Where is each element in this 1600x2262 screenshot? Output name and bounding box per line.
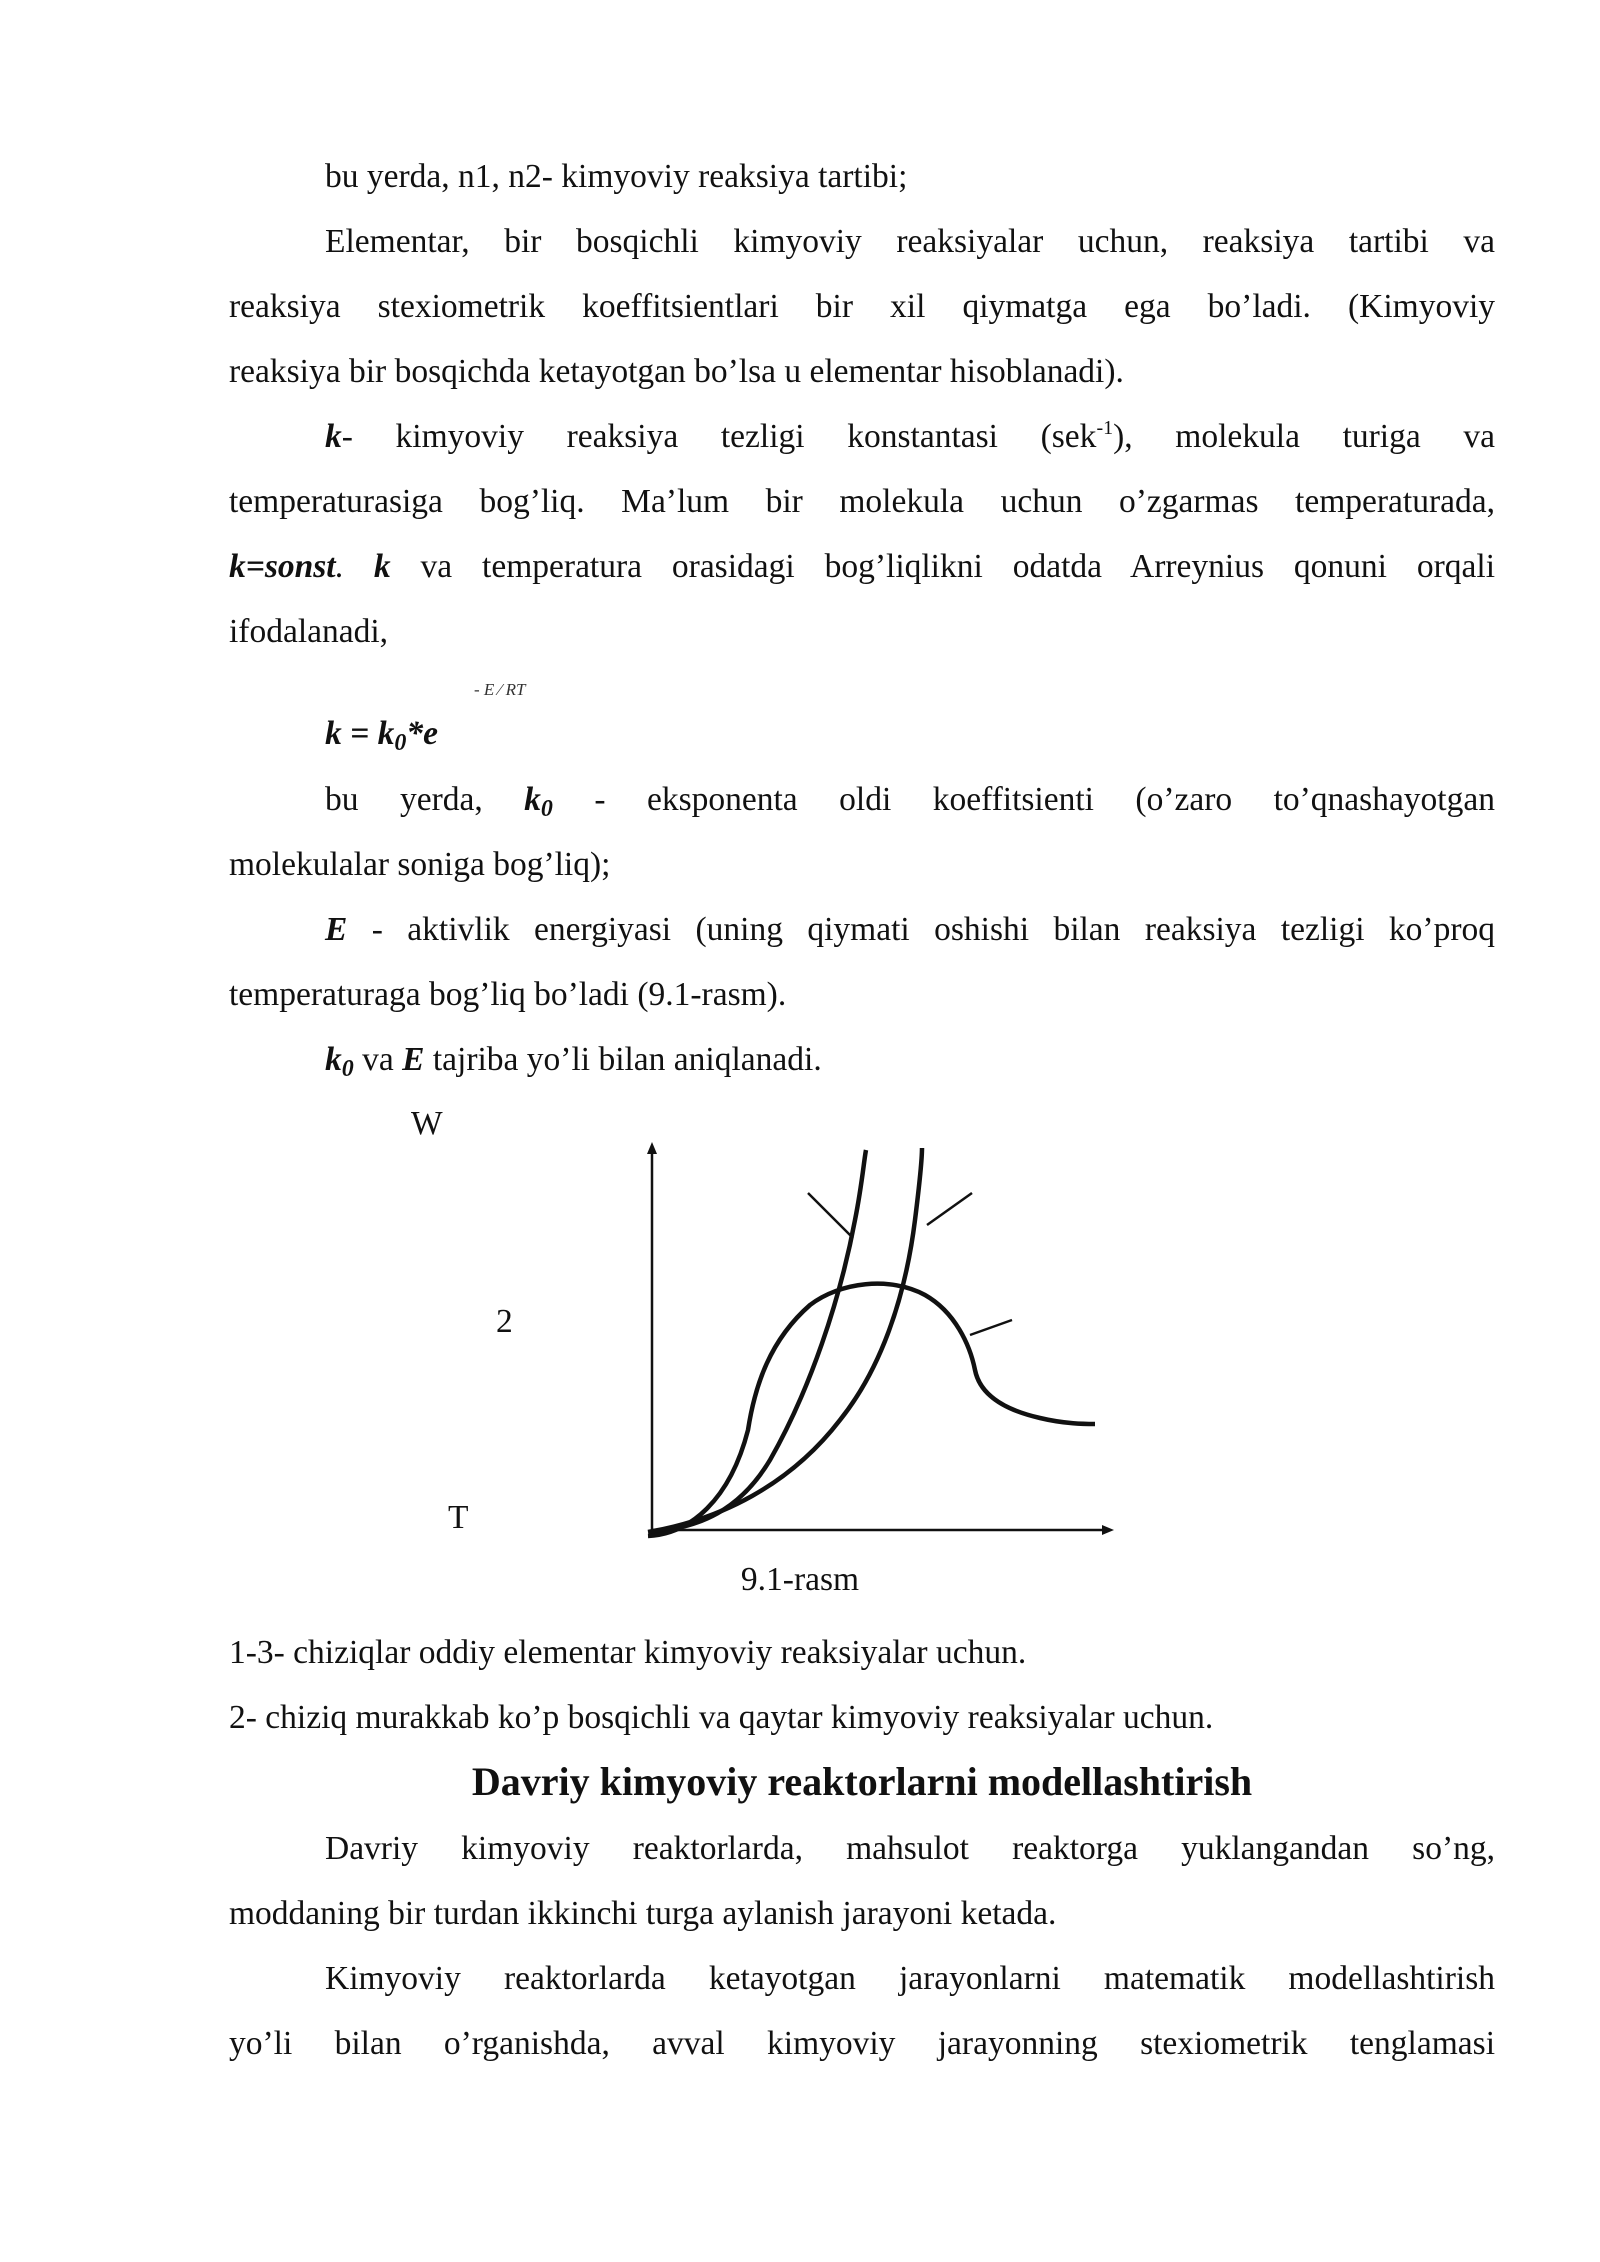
figure-label-w: W (411, 1105, 443, 1142)
figure-curve-3 (648, 1148, 922, 1532)
text-line: yo’li bilan o’rganishda, avval kimyoviy jarayonning stexiometrik tenglamasi (229, 2025, 1495, 2062)
figure-pointer-2 (970, 1320, 1012, 1335)
symbol-k: k (325, 1041, 342, 1078)
text-line: - eksponenta oldi koeffitsienti (o’zaro to’qnashayotgan (552, 781, 1495, 818)
formula-exponent: - E ⁄ RT (474, 680, 526, 699)
formula-text: k = k (325, 715, 395, 752)
figure-caption: 9.1-rasm (740, 1561, 860, 1598)
paragraph-kimyoviy-line1 (229, 1946, 1495, 2011)
text-line: 1-3- chiziqlar oddiy elementar kimyoviy reaksiyalar uchun. (229, 1634, 1027, 1671)
text-line: bu yerda, n1, n2- kimyoviy reaksiya tartibi; (325, 158, 908, 195)
paragraph-kimyoviy-line2 (229, 2011, 1495, 2076)
figure-pointer-1 (808, 1193, 853, 1238)
text-line: - kimyoviy reaksiya tezligi konstantasi (sek (341, 418, 1097, 455)
superscript: -1 (1096, 417, 1114, 439)
section-heading: Davriy kimyoviy reaktorlarni modellashtirish (471, 1759, 1253, 1804)
text-line: Davriy kimyoviy reaktorlarda, mahsulot reaktorga yuklangandan so’ng, (325, 1830, 1495, 1867)
text-line: 2- chiziq murakkab ko’p bosqichli va qaytar kimyoviy reaksiyalar uchun. (229, 1699, 1214, 1736)
figure-curve-2 (648, 1284, 1095, 1536)
figure-label-t: T (448, 1499, 469, 1536)
subscript: 0 (341, 1056, 354, 1082)
text-line: - aktivlik energiyasi (uning qiymati oshishi bilan reaksiya tezligi ko’proq (347, 911, 1495, 948)
text-line: molekulalar soniga bog’liq); (229, 846, 611, 883)
text-dot: . (335, 548, 374, 585)
text-line: tajriba yo’li bilan aniqlanadi. (424, 1041, 822, 1078)
paragraph-curve-2 (229, 1685, 1495, 1750)
paragraph-davriy-line2 (229, 1881, 1495, 1946)
symbol-E: E (325, 911, 348, 948)
text-line: Kimyoviy reaktorlarda ketayotgan jarayonlarni matematik modellashtirish (325, 1960, 1495, 1997)
text-line: moddaning bir turdan ikkinchi turga aylanish jarayoni ketada. (229, 1895, 1057, 1932)
text-line: ifodalanadi, (229, 613, 389, 650)
figure-pointer-3 (927, 1193, 972, 1225)
subscript: 0 (394, 730, 407, 756)
paragraph-curves-1-3 (229, 1620, 1495, 1685)
symbol-E: E (402, 1041, 425, 1078)
text-line: reaksiya bir bosqichda ketayotgan bo’lsa u elementar hisoblanadi). (229, 353, 1124, 390)
paragraph-davriy-line1 (229, 1816, 1495, 1881)
text-line: ), molekula turiga va (1113, 418, 1495, 455)
subscript: 0 (540, 796, 553, 822)
text-line: reaksiya stexiometrik koeffitsientlari bir xil qiymatga ega bo’ladi. (Kimyoviy (229, 288, 1495, 325)
text-line: Elementar, bir bosqichli kimyoviy reaksiyalar uchun, reaksiya tartibi va (325, 223, 1495, 260)
formula-text: *e (406, 715, 438, 752)
figure-curve-1 (650, 1150, 866, 1532)
text-line: bu yerda, (325, 781, 525, 818)
symbol-k: k (325, 418, 342, 455)
figure-label-2: 2 (496, 1303, 513, 1340)
text-line: va temperatura orasidagi bog’liqlikni odatda Arreynius qonuni orqali (390, 548, 1495, 585)
text-line: temperaturasiga bog’liq. Ma’lum bir molekula uchun o’zgarmas temperaturada, (229, 483, 1495, 520)
text-line: va (353, 1041, 403, 1078)
text-line: temperaturaga bog’liq bo’ladi (9.1-rasm). (229, 976, 787, 1013)
symbol-k: k (524, 781, 541, 818)
symbol-k-const: k=sonst (229, 548, 336, 585)
symbol-k: k (373, 548, 391, 585)
